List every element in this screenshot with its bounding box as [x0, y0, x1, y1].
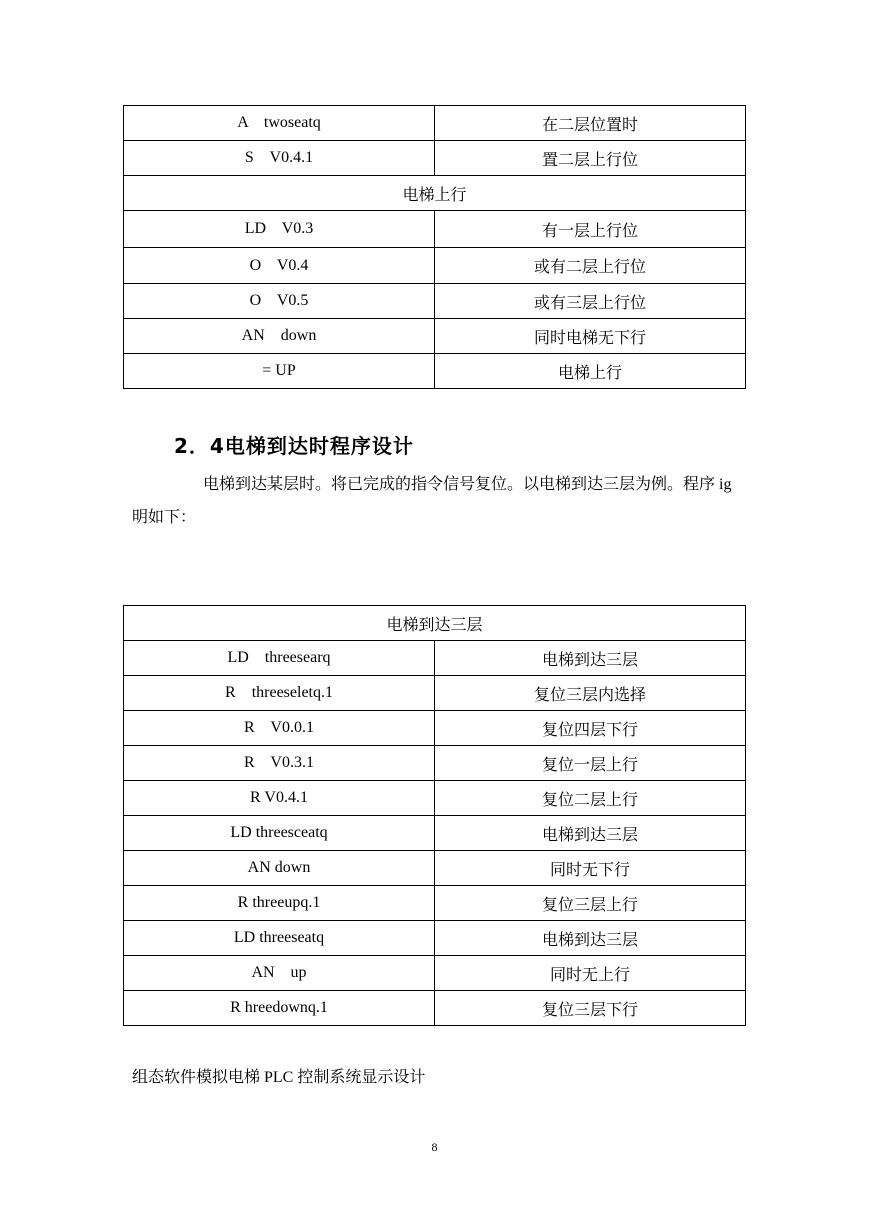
instruction-table-arrive-third-floor	[123, 605, 746, 1026]
page-number: 8	[431, 1140, 438, 1154]
instruction-cell: LD V0.3	[124, 211, 435, 248]
table-row	[124, 676, 746, 711]
description-cell: 同时电梯无下行	[435, 319, 746, 354]
table-row	[124, 886, 746, 921]
table-row	[124, 211, 746, 248]
table-row	[124, 141, 746, 176]
table-row	[124, 641, 746, 676]
instruction-cell: AN up	[124, 956, 435, 991]
description-cell: 复位一层上行	[435, 746, 746, 781]
description-cell: 有一层上行位	[435, 211, 746, 248]
description-cell: 电梯到达三层	[435, 816, 746, 851]
instruction-cell: O V0.5	[124, 284, 435, 319]
description-cell: 电梯到达三层	[435, 921, 746, 956]
instruction-cell: = UP	[124, 354, 435, 389]
instruction-table-elevator-up	[123, 105, 746, 389]
instruction-cell: R V0.4.1	[124, 781, 435, 816]
instruction-cell: AN down	[124, 319, 435, 354]
description-cell: 置二层上行位	[435, 141, 746, 176]
instruction-cell: LD threesceatq	[124, 816, 435, 851]
section-heading: 2．4电梯到达时程序设计	[174, 434, 414, 458]
table-row	[124, 921, 746, 956]
running-footer-title: 组态软件模拟电梯 PLC 控制系统显示设计	[132, 1069, 426, 1086]
description-cell: 复位三层上行	[435, 886, 746, 921]
table-row	[124, 746, 746, 781]
description-cell: 同时无下行	[435, 851, 746, 886]
description-cell: 复位四层下行	[435, 711, 746, 746]
table-row	[124, 781, 746, 816]
instruction-cell: O V0.4	[124, 248, 435, 284]
table-row	[124, 991, 746, 1026]
table-row	[124, 248, 746, 284]
instruction-cell: A twoseatq	[124, 106, 435, 141]
table-row	[124, 956, 746, 991]
section-row-cell: 电梯上行	[124, 176, 746, 211]
instruction-cell: R V0.0.1	[124, 711, 435, 746]
description-cell: 同时无上行	[435, 956, 746, 991]
table-row	[124, 816, 746, 851]
table-row	[124, 711, 746, 746]
description-cell: 或有二层上行位	[435, 248, 746, 284]
table-row	[124, 176, 746, 211]
instruction-cell: R V0.3.1	[124, 746, 435, 781]
instruction-cell: S V0.4.1	[124, 141, 435, 176]
description-cell: 电梯上行	[435, 354, 746, 389]
table-row	[124, 851, 746, 886]
body-paragraph: 电梯到达某层时。将已完成的指令信号复位。以电梯到达三层为例。程序 ig 明如下：	[132, 476, 732, 526]
table-row	[124, 106, 746, 141]
table-row	[124, 319, 746, 354]
description-cell: 复位三层内选择	[435, 676, 746, 711]
description-cell: 在二层位置时	[435, 106, 746, 141]
description-cell: 或有三层上行位	[435, 284, 746, 319]
instruction-cell: R hreedownq.1	[124, 991, 435, 1026]
table-header-cell: 电梯到达三层	[124, 606, 746, 641]
table-row	[124, 354, 746, 389]
instruction-cell: R threeseletq.1	[124, 676, 435, 711]
instruction-cell: LD threesearq	[124, 641, 435, 676]
description-cell: 复位三层下行	[435, 991, 746, 1026]
description-cell: 电梯到达三层	[435, 641, 746, 676]
instruction-cell: AN down	[124, 851, 435, 886]
table-header-row	[124, 606, 746, 641]
instruction-cell: R threeupq.1	[124, 886, 435, 921]
description-cell: 复位二层上行	[435, 781, 746, 816]
table-row	[124, 284, 746, 319]
instruction-cell: LD threeseatq	[124, 921, 435, 956]
